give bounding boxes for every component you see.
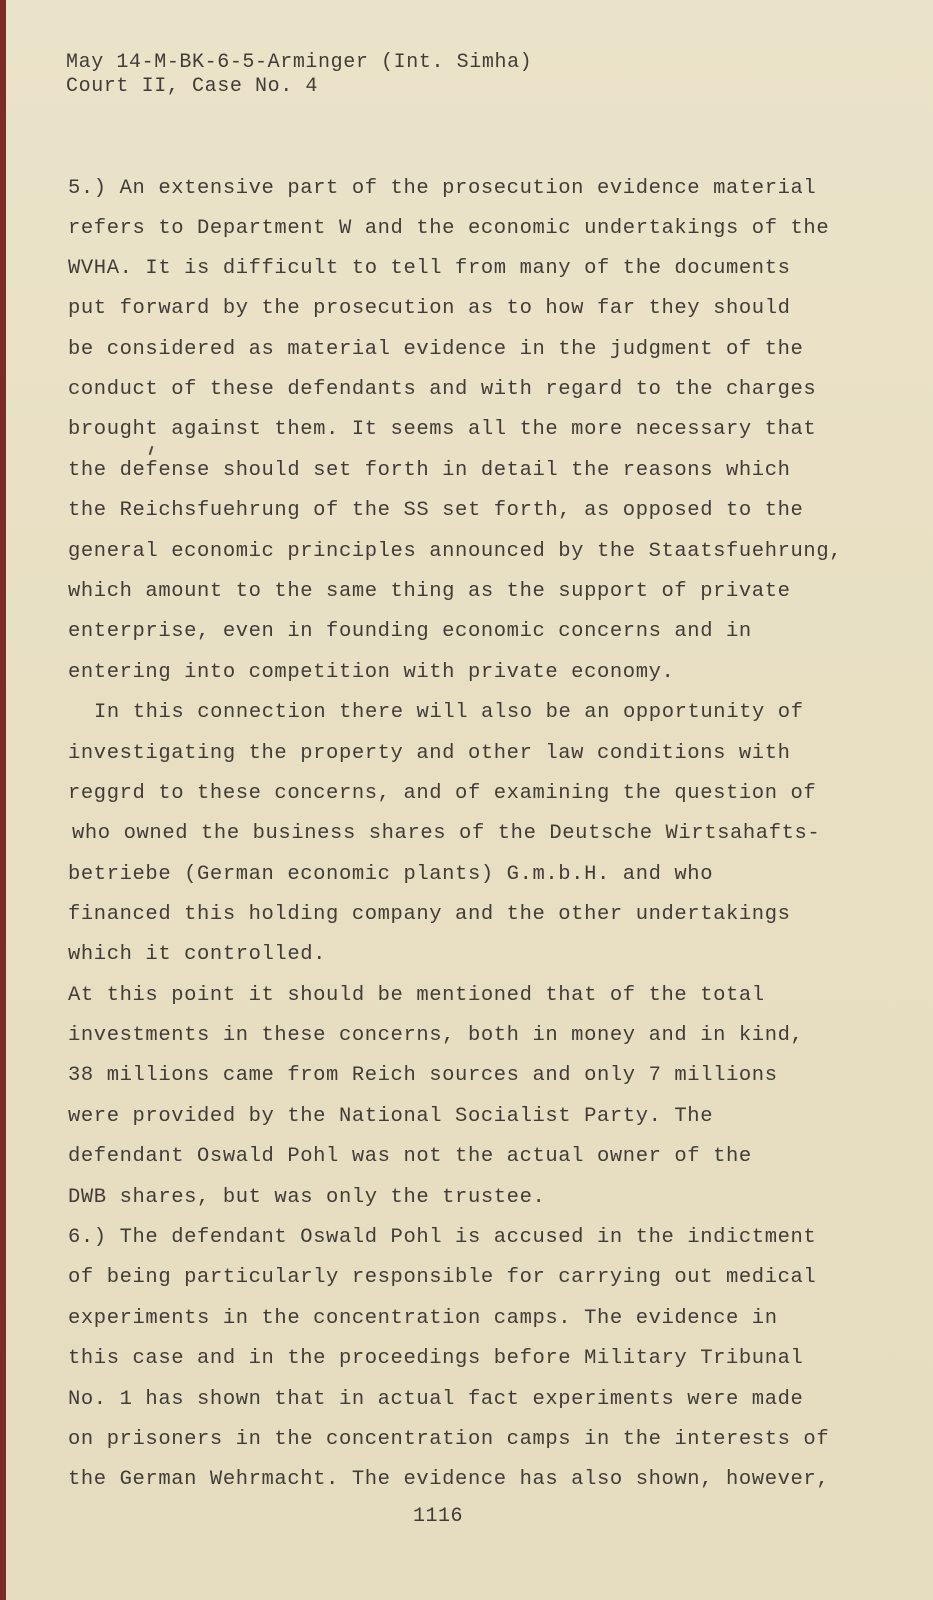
text-line: general economic principles announced by the Staatsfuehrung, <box>68 540 843 563</box>
text-line: WVHA. It is difficult to tell from many of the documents <box>68 257 791 280</box>
text-line: this case and in the proceedings before Military Tribunal <box>68 1347 804 1370</box>
text-line: investments in these concerns, both in money and in kind, <box>68 1024 804 1047</box>
text-line: experiments in the concentration camps. The evidence in <box>68 1307 778 1330</box>
text-line: refers to Department W and the economic undertakings of the <box>68 217 830 240</box>
text-line: put forward by the prosecution as to how far they should <box>68 297 791 320</box>
text-line: which amount to the same thing as the support of private <box>68 580 791 603</box>
text-line: DWB shares, but was only the trustee. <box>68 1186 546 1209</box>
text-line: investigating the property and other law conditions with <box>68 742 791 765</box>
text-line: the Reichsfuehrung of the SS set forth, as opposed to the <box>68 499 804 522</box>
text-line: 6.) The defendant Oswald Pohl is accused in the indictment <box>68 1226 817 1249</box>
header-line: May 14-M-BK-6-5-Arminger (Int. Simha) <box>66 51 533 74</box>
text-line: entering into competition with private economy. <box>68 661 675 684</box>
text-line: reggrd to these concerns, and of examining the question of <box>68 782 817 805</box>
text-line: No. 1 has shown that in actual fact experiments were made <box>68 1388 804 1411</box>
text-line: on prisoners in the concentration camps in the interests of <box>68 1428 830 1451</box>
text-line: brought against them. It seems all the more necessary that <box>68 418 817 441</box>
header-line: Court II, Case No. 4 <box>66 75 319 98</box>
text-line: the defense should set forth in detail the reasons which <box>68 459 791 482</box>
page-number: 1116 <box>413 1505 464 1528</box>
text-line: 5.) An extensive part of the prosecution evidence material <box>68 177 817 200</box>
text-line: financed this holding company and the other undertakings <box>68 903 791 926</box>
text-line: At this point it should be mentioned that of the total <box>68 984 765 1007</box>
text-line: enterprise, even in founding economic concerns and in <box>68 620 752 643</box>
text-line: which it controlled. <box>68 943 327 966</box>
text-line: of being particularly responsible for carrying out medical <box>68 1266 817 1289</box>
text-line: defendant Oswald Pohl was not the actual owner of the <box>68 1145 752 1168</box>
text-line: the German Wehrmacht. The evidence has also shown, however, <box>68 1468 830 1491</box>
text-line: conduct of these defendants and with regard to the charges <box>68 378 817 401</box>
text-line: In this connection there will also be an opportunity of <box>94 701 804 724</box>
text-line: 38 millions came from Reich sources and only 7 millions <box>68 1064 778 1087</box>
text-line: who owned the business shares of the Deutsche Wirtsahafts- <box>72 822 821 845</box>
text-line: betriebe (German economic plants) G.m.b.H. and who <box>68 863 714 886</box>
pen-tick-mark <box>149 446 154 455</box>
text-line: be considered as material evidence in the judgment of the <box>68 338 804 361</box>
text-line: were provided by the National Socialist Party. The <box>68 1105 714 1128</box>
